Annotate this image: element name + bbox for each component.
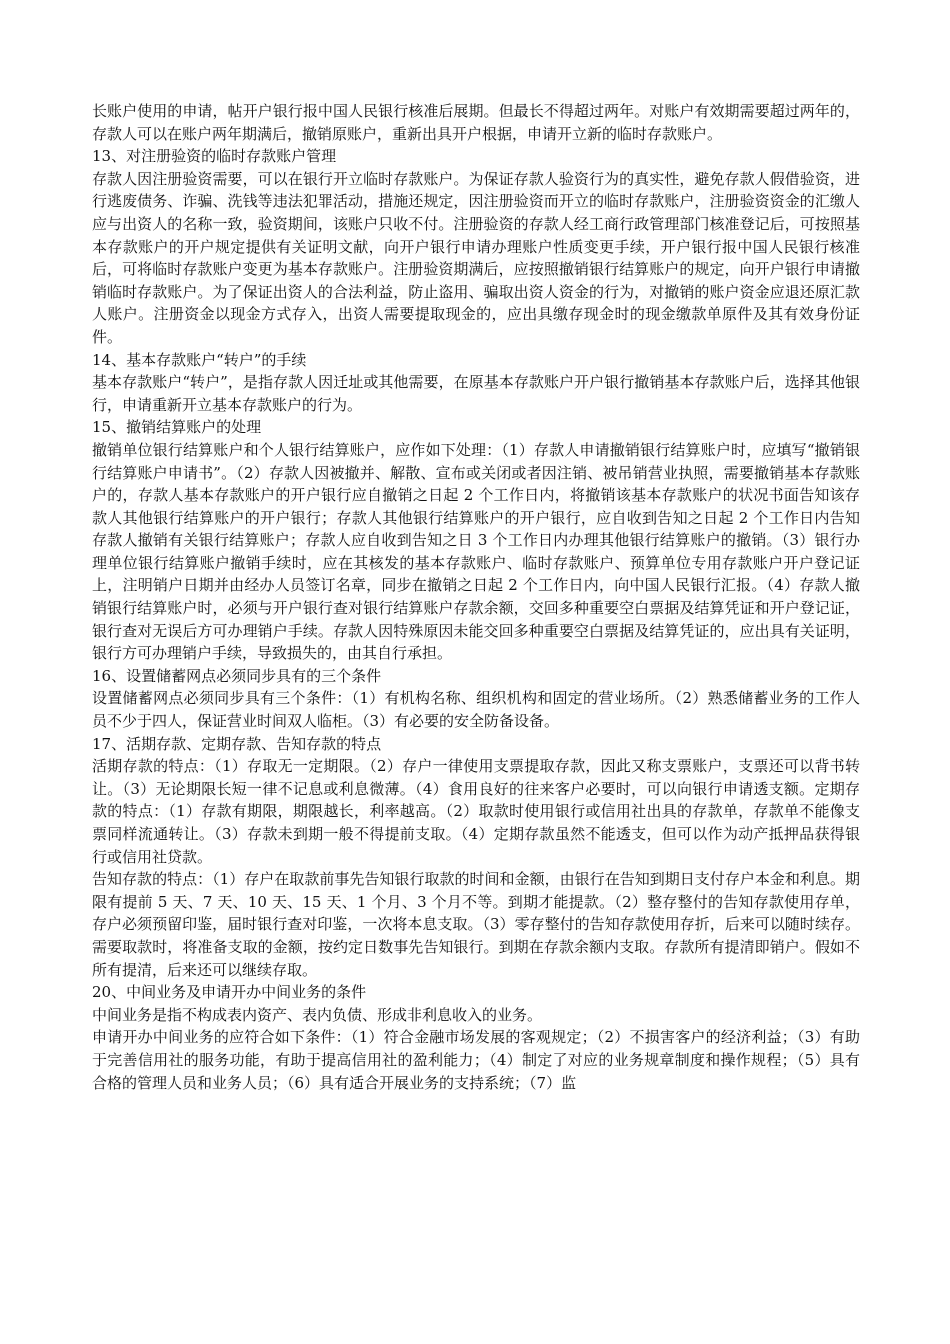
paragraph-savings-outlet: 设置储蓄网点必须同步具有三个条件：（1）有机构名称、组织机构和固定的营业场所。（2）熟悉储蓄业务的工作人员不少于四人，保证营业时间双人临柜。（3）有必要的安全防备设备。 (92, 689, 860, 731)
paragraph-capital-verification: 存款人因注册验资需要，可以在银行开立临时存款账户。为保证存款人验资行为的真实性，避免存款人假借验资，进行逃废债务、诈骗、洗钱等违法犯罪活动，措施还规定，因注册验资而开立的临时存款账户，注册验资资金的汇缴人应与出资人的名称一致，验资期间，该账户只收不付。注册验资的存款人经工商行政管理部门核准登记后，可按照基本存款账户的开户规定提供有关证明文献，向开户银行申请办理账户性质变更手续，开户银行报中国人民银行核准后，可将临时存款账户变更为基本存款账户。注册验资期满后，应按照撤销银行结算账户的规定，向开户银行申请撤销临时存款账户。为了保证出资人的合法利益，防止盗用、骗取出资人资金的行为，对撤销的账户资金应退还原汇款人账户。注册资金以现金方式存入，出资人需要提取现金的，应出具缴存现金时的现金缴款单原件及其有效身份证件。 (92, 169, 860, 346)
heading-20: 20、中间业务及申请开办中间业务的条件 (92, 983, 367, 1002)
heading-13: 13、对注册验资的临时存款账户管理 (92, 147, 337, 166)
paragraph-intermediary-definition: 中间业务是指不构成表内资产、表内负债、形成非利息收入的业务。 (92, 1005, 543, 1024)
paragraph-notice-deposit: 告知存款的特点：（1）存户在取款前事先告知银行取款的时间和金额，由银行在告知到期日支付存户本金和利息。期限有提前 5 天、7 天、10 天、15 天、1 个月、3 个月不等。到期才能提款。（2）整存整付的告知存款使用存单，存户必须预留印鉴，届时银行查对印鉴，一次将本息支取。（3）零存整付的告知存款使用存折，后来可以随时续存。需要取款时，将准备支取的金额，按约定日数事先告知银行。到期在存款余额内支取。存款所有提清即销户。假如不所有提清，后来还可以继续存取。 (92, 870, 860, 979)
heading-16: 16、设置储蓄网点必须同步具有的三个条件 (92, 666, 382, 685)
paragraph-intermediary-conditions: 申请开办中间业务的应符合如下条件：（1）符合金融市场发展的客观规定；（2）不损害客户的经济利益；（3）有助于完善信用社的服务功能，有助于提高信用社的盈利能力；（4）制定了对应的业务规章制度和操作规程；（5）具有合格的管理人员和业务人员；（6）具有适合开展业务的支持系统；（7）监 (92, 1028, 860, 1092)
paragraph-account-transfer: 基本存款账户“转户”，是指存款人因迁址或其他需要，在原基本存款账户开户银行撤销基本存款账户后，选择其他银行，申请重新开立基本存款账户的行为。 (92, 373, 860, 414)
document-page (92, 100, 860, 1094)
paragraph-account-extension: 长账户使用的申请，帖开户银行报中国人民银行核准后展期。但最长不得超过两年。对账户有效期需要超过两年的，存款人可以在账户两年期满后，撤销原账户，重新出具开户根据，申请开立新的临时存款账户。 (92, 102, 860, 143)
heading-15: 15、撤销结算账户的处理 (92, 418, 262, 437)
heading-17: 17、活期存款、定期存款、告知存款的特点 (92, 734, 382, 753)
heading-14: 14、基本存款账户“转户”的手续 (92, 350, 307, 369)
paragraph-demand-fixed-deposit: 活期存款的特点：（1）存取无一定期限。（2）存户一律使用支票提取存款，因此又称支票账户，支票还可以背书转让。（3）无论期限长短一律不记息或利息微薄。（4）食用良好的往来客户必要时，可以向银行申请透支额。定期存款的特点：（1）存款有期限，期限越长，利率越高。（2）取款时使用银行或信用社出具的存款单，存款单不能像支票同样流通转让。（3）存款未到期一般不得提前支取。（4）定期存款虽然不能透支，但可以作为动产抵押品获得银行或信用社贷款。 (92, 757, 860, 866)
paragraph-account-closure: 撤销单位银行结算账户和个人银行结算账户，应作如下处理：（1）存款人申请撤销银行结算账户时，应填写“撤销银行结算账户申请书”。（2）存款人因被撤并、解散、宣布或关闭或者因注销、被吊销营业执照，需要撤销基本存款账户的，存款人基本存款账户的开户银行应自撤销之日起 2 个工作日内，将撤销该基本存款账户的状况书面告知该存款人其他银行结算账户的开户银行；存款人其他银行结算账户的开户银行，应自收到告知之日起 2 个工作日内告知存款人撤销有关银行结算账户；存款人应自收到告知之日 3 个工作日内办理其他银行结算账户的撤销。（3）银行办理单位银行结算账户撤销手续时，应在其核发的基本存款账户、临时存款账户、预算单位专用存款账户开户登记证上，注明销户日期并由经办人员签订名章，同步在撤销之日起 2 个工作日内，向中国人民银行汇报。（4）存款人撤销银行结算账户时，必须与开户银行查对银行结算账户存款余额，交回多种重要空白票据及结算凭证和开户登记证，银行查对无误后方可办理销户手续。存款人因特殊原因未能交回多种重要空白票据及结算凭证的，应出具有关证明，银行方可办理销户手续，导致损失的，由其自行承担。 (92, 440, 860, 663)
